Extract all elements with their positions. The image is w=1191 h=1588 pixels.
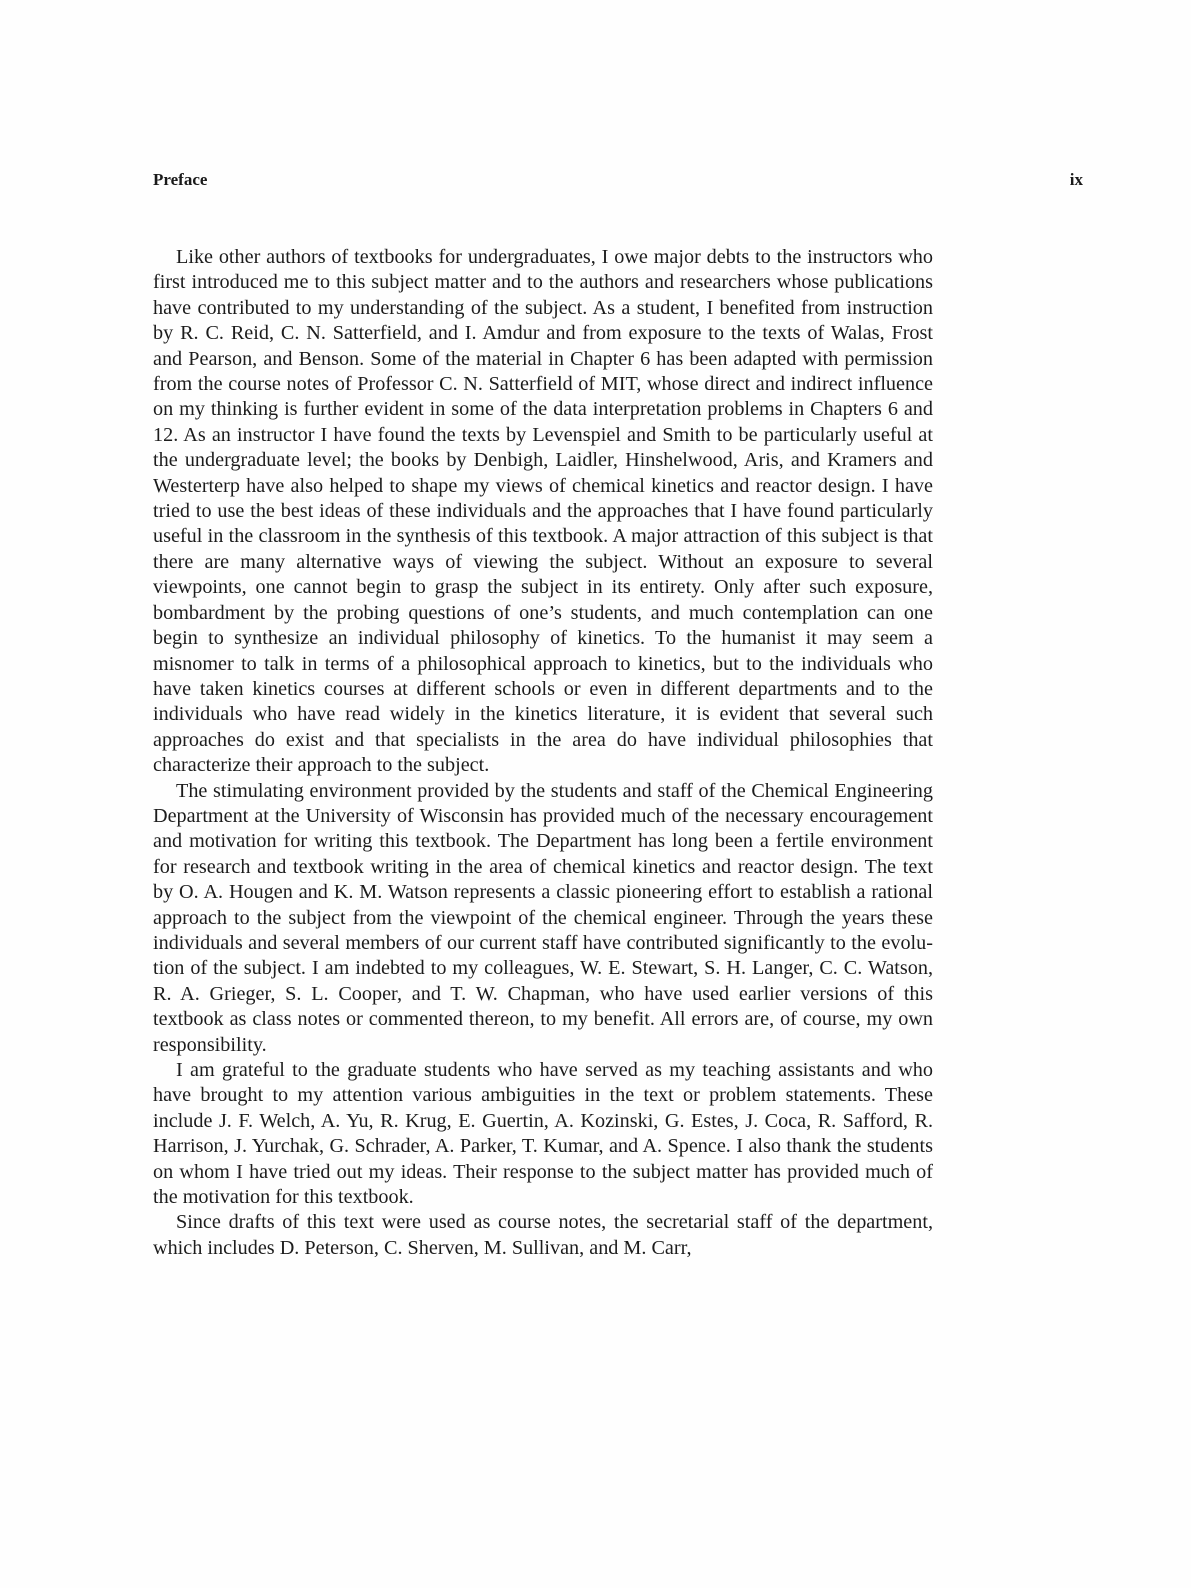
paragraph-secretarial-staff: Since drafts of this text were used as course notes, the secretarial staff of the department, which includes D. Peterson, C. Sherven, M. Sullivan, and M. Carr, bbox=[153, 1211, 933, 1259]
paragraph-graduate-students: I am grateful to the graduate students who have served as my teaching assistants and who have brought to my attention various ambiguities in the text or problem statements. These include J. F. Welch, A. Yu, R. Krug, E. Guertin, A. Kozinski, G. Estes, J. Coca, R. Safford, R. Harrison, J. Yurchak, G. Schrader, A. Parker, T. Kumar, and A. Spence. I also thank the students on whom I have tried out my ideas. Their response to the subject matter has provided much of the motivation for this textbook. bbox=[153, 1059, 933, 1209]
paragraph-department-environment: The stimulating environment provided by the students and staff of the Chemical Engineering Department at the University of Wisconsin has provided much of the necessary encouragement and motivation for writing this textbook. The Department has long been a fertile environment for research and textbook writing in the area of chemical kinetics and reactor design. The text by O. A. Hougen and K. M. Watson represents a classic pioneering effort to establish a rational approach to the subject from the viewpoint of the chemical engineer. Through the years these individuals and several members of our current staff have contributed significantly to the evolution of the subject. I am indebted to my colleagues, W. E. Stewart, S. H. Langer, C. C. Watson, R. A. Grieger, S. L. Cooper, and T. W. Chapman, who have used earlier versions of this textbook as class notes or commented thereon, to my benefit. All errors are, of course, my own responsibility. bbox=[153, 779, 933, 1056]
paragraph-acknowledgements-authors: Like other authors of textbooks for undergraduates, I owe major debts to the instructors who first introduced me to this subject matter and to the authors and researchers whose publications have contributed to my understanding of the subject. As a student, I benefited from instruction by R. C. Reid, C. N. Satterfield, and I. Amdur and from exposure to the texts of Walas, Frost and Pearson, and Benson. Some of the material in Chapter 6 has been adapted with permission from the course notes of Professor C. N. Satterfield of MIT, whose direct and indirect influence on my thinking is further evident in some of the data interpretation problems in Chapters 6 and 12. As an instructor I have found the texts by Levenspiel and Smith to be particularly useful at the undergraduate level; the books by Denbigh, Laidler, Hinshelwood, Aris, and Kramers and Westerterp have also helped to shape my views of chemical kinetics and reactor design. I have tried to use the best ideas of these individuals and the approaches that I have found particularly useful in the classroom in the synthesis of this textbook. A major attraction of this subject is that there are many alternative ways of viewing the subject. Without an exposure to several viewpoints, one cannot begin to grasp the subject in its entirety. Only after such exposure, bombardment by the probing questions of one’s students, and much contemplation can one begin to synthesize an individual philosophy of kinetics. To the humanist it may seem a misnomer to talk in terms of a philosophical approach to kinetics, but to the individuals who have taken kinetics courses at different schools or even in different departments and to the individuals who have read widely in the kinetics literature, it is evident that several such approaches do exist and that specialists in the area do have individual philosophies that characterize their approach to the subject. bbox=[153, 246, 933, 777]
running-head bbox=[153, 170, 1083, 194]
running-title: Preface bbox=[153, 170, 208, 189]
preface-body bbox=[153, 245, 933, 1261]
page-number: ix bbox=[1069, 170, 1083, 189]
